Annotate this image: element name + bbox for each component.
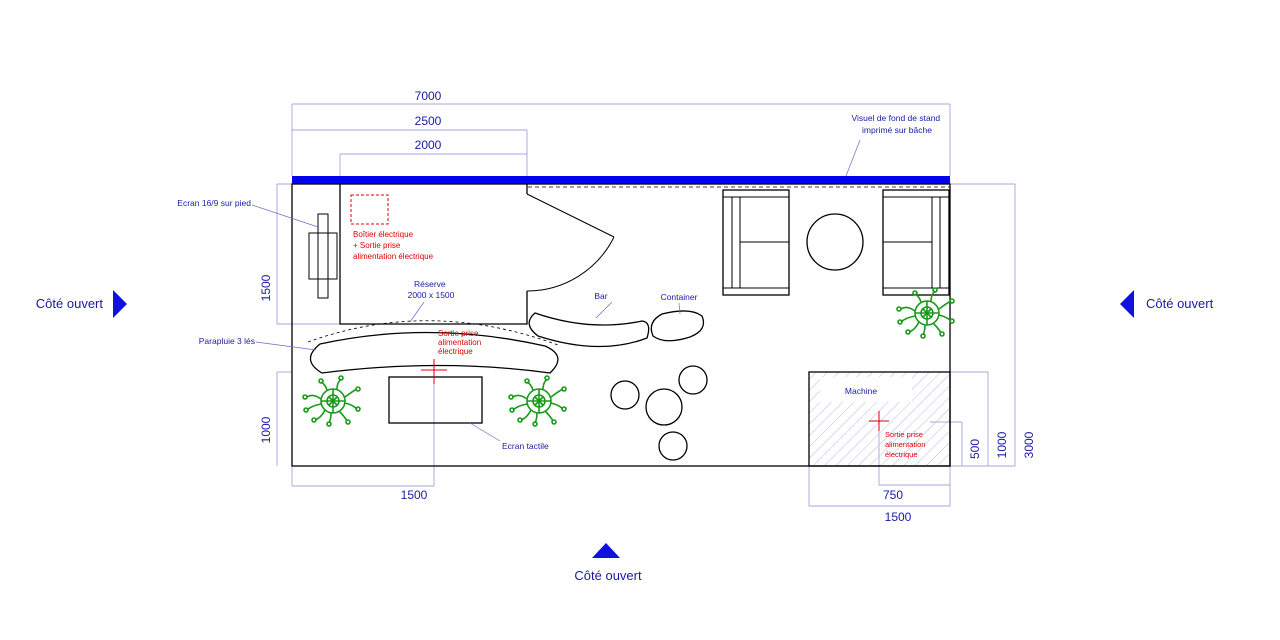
round-table xyxy=(646,389,682,425)
plant-icon xyxy=(509,376,566,426)
electrical-box-label: Boîtier électrique + Sortie prise alimentation électrique xyxy=(353,230,434,261)
dim-machine-depth: 1000 xyxy=(995,431,1009,459)
stool-1 xyxy=(611,381,639,409)
container-counter xyxy=(651,311,703,341)
dim-total-depth: 3000 xyxy=(1022,431,1036,459)
stool-3 xyxy=(659,432,687,460)
open-side-right-arrow-icon xyxy=(1120,290,1134,318)
umbrella-label: Parapluie 3 lés xyxy=(198,336,255,346)
open-side-left-arrow-icon xyxy=(113,290,127,318)
open-side-right-label: Côté ouvert xyxy=(1146,296,1214,311)
armchair-right xyxy=(883,190,949,295)
coffee-table xyxy=(807,214,863,270)
bar-counter xyxy=(529,313,648,347)
open-side-bottom-arrow-icon xyxy=(592,543,620,558)
dim-reserve-outer-width: 2500 xyxy=(414,114,442,128)
dim-total-width: 7000 xyxy=(414,89,442,103)
touch-screen-label: Ecran tactile xyxy=(502,441,549,451)
screen-stand xyxy=(309,214,337,298)
touch-screen xyxy=(389,377,482,423)
reserve-door xyxy=(527,194,614,237)
bar-label: Bar xyxy=(594,291,608,301)
center-outlet-label: Sortie prise alimentation électrique xyxy=(438,329,482,356)
backdrop-banner xyxy=(292,176,950,184)
plant-icon xyxy=(303,376,360,426)
dim-front-depth: 1000 xyxy=(259,416,273,444)
machine-label: Machine xyxy=(844,386,878,396)
dim-reserve-inner-width: 2000 xyxy=(414,138,442,152)
machine-outlet-label: Sortie prise alimentation électrique xyxy=(885,430,926,459)
reserve-label: Réserve 2000 x 1500 xyxy=(407,279,455,300)
dim-front-left-width: 1500 xyxy=(400,488,428,502)
backdrop-label: Visuel de fond de stand imprimé sur bâche xyxy=(851,113,941,135)
electrical-box xyxy=(351,195,388,224)
center-outlet-marker xyxy=(421,359,447,384)
reserve-door-swing xyxy=(527,237,614,291)
container-label: Container xyxy=(660,292,698,302)
dim-machine-outlet-depth: 500 xyxy=(968,438,982,460)
open-side-left-label: Côté ouvert xyxy=(35,296,103,311)
stool-2 xyxy=(679,366,707,394)
screen-stand-label: Ecran 16/9 sur pied xyxy=(177,198,251,208)
dim-reserve-depth: 1500 xyxy=(259,274,273,302)
armchair-left xyxy=(723,190,789,295)
open-side-bottom-label: Côté ouvert xyxy=(574,568,642,583)
dim-machine-outlet-offset: 750 xyxy=(882,488,904,502)
dim-machine-width: 1500 xyxy=(884,510,912,524)
